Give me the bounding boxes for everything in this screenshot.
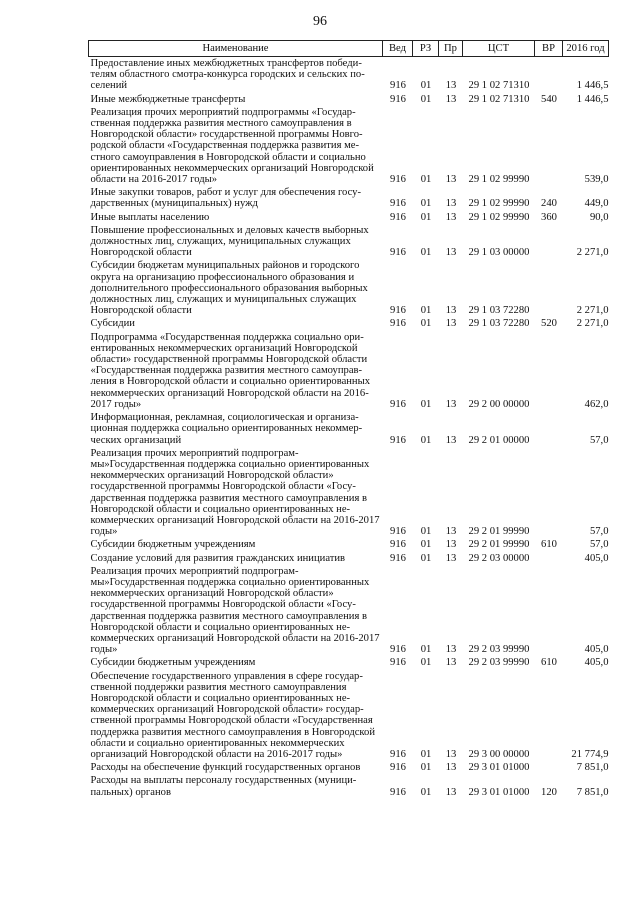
cell-ved: 916 (390, 748, 406, 760)
header-sum: 2016 год (563, 41, 609, 57)
table-row (89, 761, 609, 774)
table-row (89, 93, 609, 106)
cell-pr: 13 (445, 398, 457, 410)
cell-cst: 29 1 02 99990 (468, 198, 530, 210)
cell-rz: 01 (420, 657, 432, 669)
cell-pr: 13 (445, 93, 457, 105)
cell-sum: 405,0 (584, 657, 609, 669)
cell-pr: 13 (445, 174, 457, 186)
cell-sum: 2 271,0 (576, 247, 609, 259)
cell-cst: 29 2 03 99990 (468, 657, 530, 669)
cell-ved: 916 (390, 93, 406, 105)
cell-rz: 01 (420, 318, 432, 330)
table-row (89, 670, 609, 762)
cell-ved: 916 (390, 80, 406, 92)
cell-ved: 916 (390, 762, 406, 774)
cell-name: Обеспечение государственного управления в сфере государственной поддержки развития местного самоуправления Новгородской области и социально ориентированных некоммерческих организаций Новгородской области» государственной программы Новгородской области «Государственная поддержка развития местного самоуправления в Новгородской области и социально ориентированных некоммерческих организаций Новгородской области на 2016-2017 годы» (90, 670, 376, 760)
cell-sum: 405,0 (584, 552, 609, 564)
cell-rz: 01 (420, 305, 432, 317)
cell-name: Информационная, рекламная, социологическая и организационная поддержка социально ориентированных некоммерческих организаций (90, 412, 363, 446)
cell-vr (535, 106, 563, 186)
header-cst: ЦСТ (463, 41, 535, 57)
cell-pr: 13 (445, 318, 457, 330)
cell-name: Иные закупки товаров, работ и услуг для обеспечения государственных (муниципальных) нужд (90, 187, 362, 210)
cell-name: Предоставление иных межбюджетных трансфертов победителям областного смотра-конкурса городских и сельских поселений (90, 58, 365, 92)
cell-ved: 916 (390, 539, 406, 551)
table-row (89, 447, 609, 539)
cell-pr: 13 (445, 657, 457, 669)
cell-rz: 01 (420, 748, 432, 760)
cell-ved: 916 (390, 211, 406, 223)
cell-sum: 90,0 (589, 211, 609, 223)
cell-cst: 29 2 01 99990 (468, 526, 530, 538)
table-row (89, 331, 609, 411)
cell-vr (535, 565, 563, 657)
cell-ved: 916 (390, 174, 406, 186)
table-row (89, 186, 609, 210)
cell-pr: 13 (445, 539, 457, 551)
cell-vr (535, 761, 563, 774)
cell-rz: 01 (420, 93, 432, 105)
table-row (89, 411, 609, 447)
cell-cst: 29 1 02 99990 (468, 211, 530, 223)
budget-table (88, 40, 609, 799)
cell-name: Реализация прочих мероприятий подпрограммы «Государственная поддержка развития местного самоуправления в Новгородской области» государственной программы Новгородской области «Государственная поддержка развития местного самоуправления в Новгородской области и социально ориентированных некоммерческих организаций Новгородской области на 2016-2017 годы» (90, 106, 374, 186)
cell-sum: 7 851,0 (576, 786, 609, 798)
cell-ved: 916 (390, 318, 406, 330)
cell-cst: 29 2 00 00000 (468, 398, 530, 410)
cell-vr (535, 447, 563, 539)
header-name: Наименование (89, 41, 383, 57)
cell-rz: 01 (420, 434, 432, 446)
cell-cst: 29 3 01 01000 (468, 786, 530, 798)
cell-sum: 7 851,0 (576, 762, 609, 774)
cell-vr: 120 (541, 786, 557, 798)
header-ved: Вед (383, 41, 413, 57)
cell-vr: 240 (541, 198, 557, 210)
cell-sum: 57,0 (589, 526, 609, 538)
table-header-row (89, 41, 609, 57)
page-number: 96 (313, 14, 327, 29)
table-row (89, 538, 609, 551)
cell-cst: 29 2 01 00000 (468, 434, 530, 446)
cell-rz: 01 (420, 762, 432, 774)
table-row (89, 656, 609, 669)
cell-sum: 57,0 (589, 434, 609, 446)
cell-cst: 29 2 03 00000 (468, 552, 530, 564)
cell-vr: 610 (541, 657, 557, 669)
cell-pr: 13 (445, 762, 457, 774)
cell-cst: 29 1 03 72280 (468, 318, 530, 330)
cell-name: Иные межбюджетные трансферты (90, 93, 246, 105)
table-row (89, 317, 609, 330)
cell-rz: 01 (420, 526, 432, 538)
cell-ved: 916 (390, 657, 406, 669)
cell-ved: 916 (390, 305, 406, 317)
cell-sum: 462,0 (584, 398, 609, 410)
cell-vr: 360 (541, 211, 557, 223)
cell-ved: 916 (390, 552, 406, 564)
cell-sum: 405,0 (584, 644, 609, 656)
cell-name: Субсидии бюджетам муниципальных районов и городского округа на организацию профессионального образования и дополнительного профессионального образования выборных должностных лиц, служащих и муниципальных служащих Новгородской области (90, 260, 368, 317)
cell-vr (535, 57, 563, 93)
cell-cst: 29 2 03 99990 (468, 644, 530, 656)
table-row (89, 224, 609, 260)
table-row (89, 259, 609, 317)
header-vr: ВР (535, 41, 563, 57)
cell-rz: 01 (420, 786, 432, 798)
cell-cst: 29 1 02 71310 (468, 80, 530, 92)
cell-pr: 13 (445, 526, 457, 538)
cell-pr: 13 (445, 80, 457, 92)
cell-vr: 610 (541, 539, 557, 551)
cell-ved: 916 (390, 398, 406, 410)
cell-ved: 916 (390, 247, 406, 259)
cell-vr: 540 (541, 93, 557, 105)
cell-pr: 13 (445, 748, 457, 760)
cell-sum: 449,0 (584, 198, 609, 210)
cell-name: Субсидии бюджетным учреждениям (90, 657, 256, 669)
cell-sum: 57,0 (589, 539, 609, 551)
header-pr: Пр (439, 41, 463, 57)
cell-cst: 29 1 02 71310 (468, 93, 530, 105)
cell-cst: 29 3 01 01000 (468, 762, 530, 774)
cell-pr: 13 (445, 247, 457, 259)
cell-pr: 13 (445, 552, 457, 564)
cell-sum: 2 271,0 (576, 305, 609, 317)
cell-ved: 916 (390, 786, 406, 798)
cell-rz: 01 (420, 644, 432, 656)
cell-vr (535, 411, 563, 447)
table-row (89, 565, 609, 657)
cell-name: Расходы на выплаты персоналу государственных (муниципальных) органов (90, 775, 357, 798)
cell-pr: 13 (445, 305, 457, 317)
cell-name: Создание условий для развития гражданских инициатив (90, 552, 346, 564)
table-body (89, 57, 609, 799)
header-rz: РЗ (413, 41, 439, 57)
cell-pr: 13 (445, 644, 457, 656)
cell-sum: 21 774,9 (571, 748, 609, 760)
table-row (89, 552, 609, 565)
cell-sum: 1 446,5 (576, 80, 609, 92)
cell-name: Повышение профессиональных и деловых качеств выборных должностных лиц, служащих, муниципальных служащих Новгородской области (90, 224, 369, 259)
cell-name: Подпрограмма «Государственная поддержка социально ориентированных некоммерческих организаций Новгородской области» государственной программы Новгородской области «Государственная поддержка развития местного самоуправления в Новгородской области и социально ориентированных некоммерческих организаций Новгородской области на 2016-2017 годы» (90, 331, 371, 410)
cell-cst: 29 1 03 00000 (468, 247, 530, 259)
table-row (89, 211, 609, 224)
cell-rz: 01 (420, 247, 432, 259)
cell-name: Субсидии бюджетным учреждениям (90, 539, 256, 551)
table-row (89, 106, 609, 186)
cell-rz: 01 (420, 552, 432, 564)
cell-rz: 01 (420, 211, 432, 223)
cell-ved: 916 (390, 526, 406, 538)
cell-vr (535, 224, 563, 260)
cell-rz: 01 (420, 198, 432, 210)
cell-name: Расходы на обеспечение функций государственных органов (90, 762, 361, 774)
cell-name: Субсидии (90, 318, 135, 330)
cell-name: Реализация прочих мероприятий подпрограммы»Государственная поддержка социально ориентированных некоммерческих организаций Новгородской области» государственной программы Новгородской области «Государственная поддержка развития местного самоуправления в Новгородской области и социально ориентированных некоммерческих организаций Новгородской области на 2016-2017 годы» (90, 447, 380, 538)
cell-ved: 916 (390, 434, 406, 446)
cell-pr: 13 (445, 786, 457, 798)
cell-ved: 916 (390, 198, 406, 210)
cell-sum: 539,0 (584, 174, 609, 186)
cell-pr: 13 (445, 211, 457, 223)
cell-ved: 916 (390, 644, 406, 656)
cell-vr: 520 (541, 318, 557, 330)
cell-sum: 2 271,0 (576, 318, 609, 330)
cell-rz: 01 (420, 539, 432, 551)
cell-name: Реализация прочих мероприятий подпрограммы»Государственная поддержка социально ориентированных некоммерческих организаций Новгородской области» государственной программы Новгородской области «Государственная поддержка развития местного самоуправления в Новгородской области и социально ориентированных некоммерческих организаций Новгородской области на 2016-2017 годы» (90, 565, 380, 656)
table-row (89, 57, 609, 93)
cell-rz: 01 (420, 398, 432, 410)
cell-vr (535, 259, 563, 317)
cell-rz: 01 (420, 80, 432, 92)
cell-pr: 13 (445, 198, 457, 210)
cell-name: Иные выплаты населению (90, 211, 210, 223)
cell-vr (535, 331, 563, 411)
cell-sum: 1 446,5 (576, 93, 609, 105)
cell-cst: 29 2 01 99990 (468, 539, 530, 551)
cell-cst: 29 3 00 00000 (468, 748, 530, 760)
cell-vr (535, 670, 563, 762)
cell-vr (535, 552, 563, 565)
cell-cst: 29 1 03 72280 (468, 305, 530, 317)
cell-rz: 01 (420, 174, 432, 186)
cell-cst: 29 1 02 99990 (468, 174, 530, 186)
table-row (89, 774, 609, 798)
cell-pr: 13 (445, 434, 457, 446)
